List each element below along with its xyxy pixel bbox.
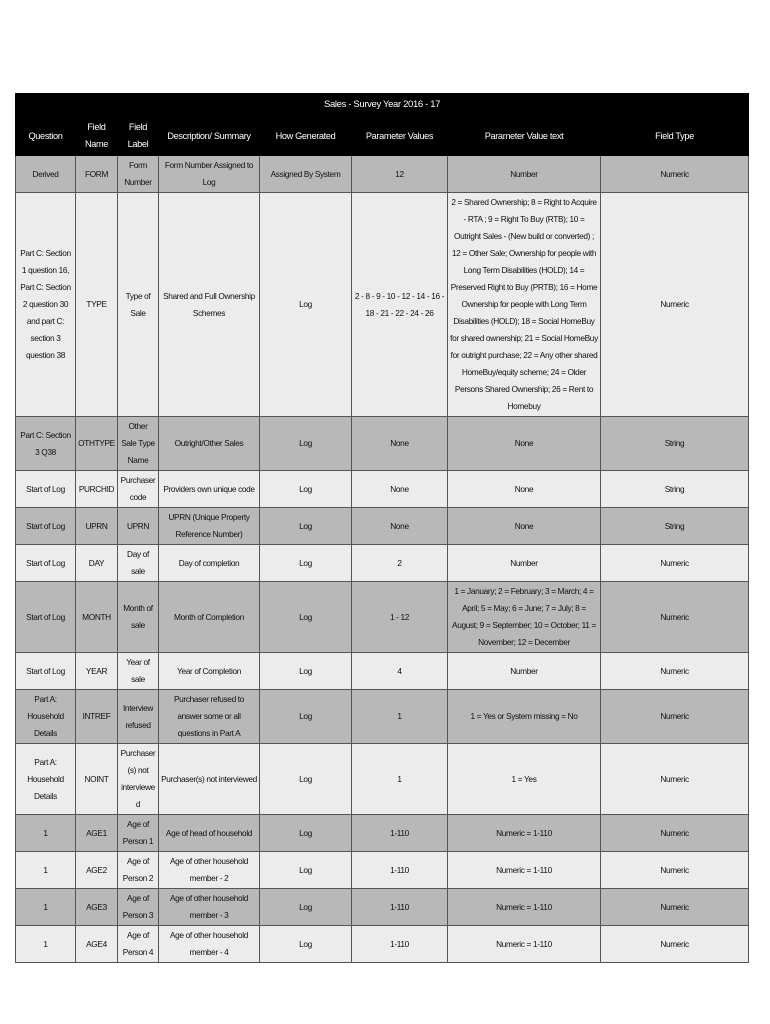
cell-field-name: MONTH <box>76 582 118 653</box>
cell-question: 1 <box>16 889 76 926</box>
cell-parameter-value-text: Number <box>448 156 601 193</box>
cell-field-name: AGE2 <box>76 852 118 889</box>
cell-how-generated: Log <box>260 852 352 889</box>
table-body <box>16 156 749 963</box>
cell-field-label: Age of Person 3 <box>118 889 159 926</box>
cell-question: Start of Log <box>16 545 76 582</box>
cell-parameter-values: None <box>352 471 448 508</box>
cell-how-generated: Log <box>260 582 352 653</box>
cell-field-name: TYPE <box>76 193 118 417</box>
cell-field-name: AGE3 <box>76 889 118 926</box>
cell-description: Purchaser(s) not interviewed <box>159 744 260 815</box>
sheet-title: Sales - Survey Year 2016 - 17 <box>16 94 749 117</box>
cell-field-type: Numeric <box>601 852 749 889</box>
column-header: How Generated <box>260 117 352 156</box>
cell-parameter-values: 1 <box>352 690 448 744</box>
column-header: Description/ Summary <box>159 117 260 156</box>
cell-parameter-values: 1-110 <box>352 852 448 889</box>
table-row <box>16 508 749 545</box>
cell-question: Start of Log <box>16 582 76 653</box>
cell-field-label: Form Number <box>118 156 159 193</box>
cell-parameter-value-text: 2 = Shared Ownership; 8 = Right to Acquire - RTA ; 9 = Right To Buy (RTB); 10 = Outright Sales - (New build or converted) ; 12 = Other Sale; Ownership for people with Long Term Disabilities (HOLD); 14 = Preserved Right to Buy (PRTB); 16 = Home Ownership for people with Long Term Disabilities (HOLD); 18 = Social HomeBuy for shared ownership; 21 = Social HomeBuy for outright purchase; 22 = Any other shared HomeBuy/equity scheme; 24 = Older Persons Shared Ownership; 26 = Rent to Homebuy <box>448 193 601 417</box>
cell-field-label: Type of Sale <box>118 193 159 417</box>
cell-parameter-values: 1-110 <box>352 889 448 926</box>
cell-parameter-value-text: None <box>448 417 601 471</box>
cell-field-label: Purchaser code <box>118 471 159 508</box>
table-row <box>16 582 749 653</box>
cell-field-label: Month of sale <box>118 582 159 653</box>
table-row <box>16 926 749 963</box>
table-row <box>16 744 749 815</box>
cell-parameter-values: 1-110 <box>352 815 448 852</box>
cell-description: Providers own unique code <box>159 471 260 508</box>
cell-field-label: Age of Person 4 <box>118 926 159 963</box>
cell-field-label: Year of sale <box>118 653 159 690</box>
cell-parameter-value-text: Numeric = 1-110 <box>448 926 601 963</box>
cell-question: Part C: Section 1 question 16, Part C: Section 2 question 30 and part C: section 3 question 38 <box>16 193 76 417</box>
cell-field-type: Numeric <box>601 156 749 193</box>
cell-field-type: Numeric <box>601 815 749 852</box>
cell-field-name: NOINT <box>76 744 118 815</box>
cell-description: Age of head of household <box>159 815 260 852</box>
cell-question: Derived <box>16 156 76 193</box>
cell-question: 1 <box>16 815 76 852</box>
cell-field-name: UPRN <box>76 508 118 545</box>
column-header: Parameter Values <box>352 117 448 156</box>
cell-field-type: Numeric <box>601 744 749 815</box>
cell-how-generated: Log <box>260 690 352 744</box>
cell-how-generated: Log <box>260 193 352 417</box>
cell-parameter-values: None <box>352 508 448 545</box>
table-row <box>16 471 749 508</box>
data-dictionary-sheet <box>15 93 748 963</box>
column-header: Field Name <box>76 117 118 156</box>
cell-parameter-values: 1-110 <box>352 926 448 963</box>
column-header: Question <box>16 117 76 156</box>
cell-how-generated: Log <box>260 417 352 471</box>
cell-field-type: Numeric <box>601 653 749 690</box>
cell-description: Shared and Full Ownership Schemes <box>159 193 260 417</box>
cell-parameter-values: 2 <box>352 545 448 582</box>
cell-field-name: YEAR <box>76 653 118 690</box>
cell-field-label: Age of Person 1 <box>118 815 159 852</box>
table-row <box>16 545 749 582</box>
cell-parameter-value-text: 1 = Yes or System missing = No <box>448 690 601 744</box>
cell-field-type: Numeric <box>601 926 749 963</box>
cell-parameter-value-text: None <box>448 508 601 545</box>
cell-description: Day of completion <box>159 545 260 582</box>
table-row <box>16 690 749 744</box>
cell-question: 1 <box>16 852 76 889</box>
cell-question: Part A: Household Details <box>16 690 76 744</box>
table-row <box>16 889 749 926</box>
data-dictionary-table <box>15 93 749 963</box>
cell-field-label: Day of sale <box>118 545 159 582</box>
cell-field-label: Other Sale Type Name <box>118 417 159 471</box>
cell-field-type: String <box>601 471 749 508</box>
cell-parameter-values: 1 <box>352 744 448 815</box>
cell-parameter-value-text: Number <box>448 653 601 690</box>
cell-field-label: Purchaser(s) not interviewed <box>118 744 159 815</box>
cell-description: Month of Completion <box>159 582 260 653</box>
cell-field-type: Numeric <box>601 193 749 417</box>
cell-field-type: Numeric <box>601 582 749 653</box>
table-row <box>16 815 749 852</box>
cell-how-generated: Log <box>260 471 352 508</box>
table-row <box>16 417 749 471</box>
cell-question: Start of Log <box>16 471 76 508</box>
cell-parameter-value-text: Numeric = 1-110 <box>448 852 601 889</box>
table-row <box>16 156 749 193</box>
cell-field-name: PURCHID <box>76 471 118 508</box>
cell-description: UPRN (Unique Property Reference Number) <box>159 508 260 545</box>
cell-question: Part A: Household Details <box>16 744 76 815</box>
cell-parameter-value-text: Numeric = 1-110 <box>448 889 601 926</box>
column-header: Parameter Value text <box>448 117 601 156</box>
cell-how-generated: Log <box>260 889 352 926</box>
cell-field-label: Interview refused <box>118 690 159 744</box>
cell-parameter-value-text: Numeric = 1-110 <box>448 815 601 852</box>
cell-parameter-values: 12 <box>352 156 448 193</box>
cell-field-label: UPRN <box>118 508 159 545</box>
cell-parameter-values: 4 <box>352 653 448 690</box>
cell-question: Start of Log <box>16 508 76 545</box>
cell-field-name: FORM <box>76 156 118 193</box>
cell-description: Outright/Other Sales <box>159 417 260 471</box>
cell-description: Form Number Assigned to Log <box>159 156 260 193</box>
cell-field-label: Age of Person 2 <box>118 852 159 889</box>
cell-description: Age of other household member - 2 <box>159 852 260 889</box>
cell-parameter-value-text: 1 = Yes <box>448 744 601 815</box>
cell-question: Part C: Section 3 Q38 <box>16 417 76 471</box>
cell-description: Year of Completion <box>159 653 260 690</box>
column-header: Field Label <box>118 117 159 156</box>
cell-how-generated: Log <box>260 744 352 815</box>
table-row <box>16 852 749 889</box>
cell-field-type: Numeric <box>601 545 749 582</box>
cell-field-name: AGE4 <box>76 926 118 963</box>
cell-description: Age of other household member - 4 <box>159 926 260 963</box>
cell-parameter-value-text: 1 = January; 2 = February; 3 = March; 4 = April; 5 = May; 6 = June; 7 = July; 8 = August; 9 = September; 10 = October; 11 = November; 12 = December <box>448 582 601 653</box>
cell-how-generated: Log <box>260 545 352 582</box>
cell-how-generated: Assigned By System <box>260 156 352 193</box>
cell-description: Age of other household member - 3 <box>159 889 260 926</box>
header-row <box>16 117 749 156</box>
cell-parameter-values: None <box>352 417 448 471</box>
table-row <box>16 193 749 417</box>
cell-field-type: String <box>601 417 749 471</box>
cell-field-name: INTREF <box>76 690 118 744</box>
cell-field-name: DAY <box>76 545 118 582</box>
cell-field-type: Numeric <box>601 889 749 926</box>
cell-parameter-values: 2 - 8 - 9 - 10 - 12 - 14 - 16 - 18 - 21 - 22 - 24 - 26 <box>352 193 448 417</box>
cell-how-generated: Log <box>260 653 352 690</box>
cell-question: Start of Log <box>16 653 76 690</box>
cell-field-name: OTHTYPE <box>76 417 118 471</box>
cell-question: 1 <box>16 926 76 963</box>
cell-field-type: Numeric <box>601 690 749 744</box>
table-row <box>16 653 749 690</box>
cell-parameter-value-text: None <box>448 471 601 508</box>
cell-parameter-values: 1 - 12 <box>352 582 448 653</box>
cell-field-name: AGE1 <box>76 815 118 852</box>
cell-how-generated: Log <box>260 508 352 545</box>
column-header: Field Type <box>601 117 749 156</box>
cell-parameter-value-text: Number <box>448 545 601 582</box>
title-row <box>16 94 749 117</box>
cell-description: Purchaser refused to answer some or all questions in Part A <box>159 690 260 744</box>
cell-how-generated: Log <box>260 815 352 852</box>
cell-how-generated: Log <box>260 926 352 963</box>
cell-field-type: String <box>601 508 749 545</box>
